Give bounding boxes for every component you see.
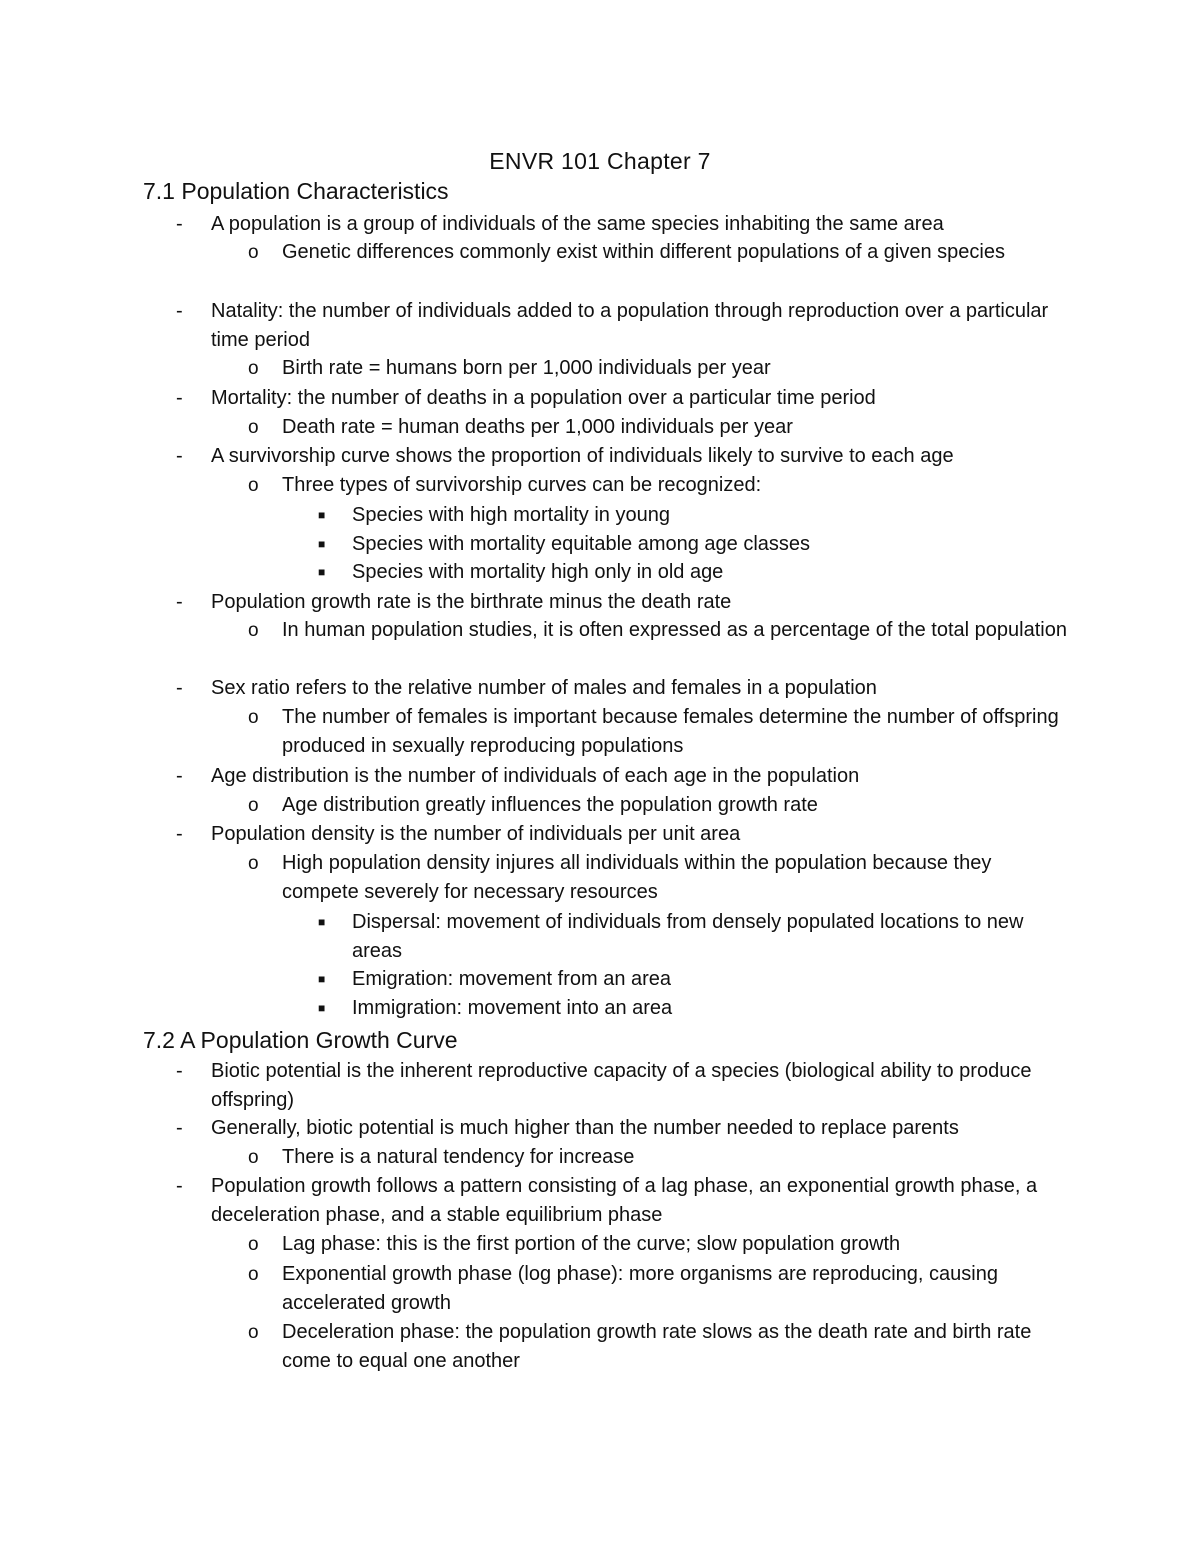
list-item: - A survivorship curve shows the proportion of individuals likely to survive to each age	[211, 442, 1071, 471]
list-item: ■ Species with high mortality in young	[352, 501, 1072, 530]
dash-marker: -	[176, 300, 183, 322]
circle-bullet-icon: o	[248, 475, 259, 496]
square-bullet-icon: ■	[318, 565, 326, 579]
circle-bullet-icon: o	[248, 707, 259, 728]
square-bullet-icon: ■	[318, 508, 326, 522]
circle-bullet-icon: o	[248, 358, 259, 379]
list-item: - Biotic potential is the inherent reproductive capacity of a species (biological ability to produce offspring)	[211, 1057, 1071, 1116]
list-item: o Exponential growth phase (log phase): more organisms are reproducing, causing accelerated growth	[282, 1260, 1072, 1319]
circle-bullet-icon: o	[248, 417, 259, 438]
dash-marker: -	[176, 765, 183, 787]
dash-marker: -	[176, 213, 183, 235]
square-bullet-icon: ■	[318, 537, 326, 551]
list-item: - Population growth follows a pattern consisting of a lag phase, an exponential growth phase, a deceleration phase, and a stable equilibrium phase	[211, 1172, 1071, 1231]
list-item: ■ Emigration: movement from an area	[352, 965, 1072, 994]
circle-bullet-icon: o	[248, 1322, 259, 1343]
circle-bullet-icon: o	[248, 1264, 259, 1285]
dash-marker: -	[176, 591, 183, 613]
list-item: o There is a natural tendency for increase	[282, 1143, 1072, 1172]
list-item: o In human population studies, it is often expressed as a percentage of the total population	[282, 616, 1072, 645]
list-item: - A population is a group of individuals of the same species inhabiting the same area	[211, 210, 1071, 239]
list-item: ■ Immigration: movement into an area	[352, 994, 1072, 1023]
list-item: ■ Species with mortality high only in old age	[352, 558, 1072, 587]
dash-marker: -	[176, 1060, 183, 1082]
square-bullet-icon: ■	[318, 972, 326, 986]
square-bullet-icon: ■	[318, 1001, 326, 1015]
list-item: o Deceleration phase: the population growth rate slows as the death rate and birth rate come to equal one another	[282, 1318, 1072, 1377]
list-item: o The number of females is important because females determine the number of offspring produced in sexually reproducing populations	[282, 703, 1072, 762]
dash-marker: -	[176, 1117, 183, 1139]
dash-marker: -	[176, 387, 183, 409]
list-item: - Population density is the number of individuals per unit area	[211, 820, 1071, 849]
circle-bullet-icon: o	[248, 795, 259, 816]
section-heading: 7.2 A Population Growth Curve	[143, 1027, 458, 1053]
circle-bullet-icon: o	[248, 853, 259, 874]
circle-bullet-icon: o	[248, 620, 259, 641]
list-item: ■ Dispersal: movement of individuals from densely populated locations to new areas	[352, 908, 1072, 967]
circle-bullet-icon: o	[248, 1234, 259, 1255]
list-item: - Generally, biotic potential is much higher than the number needed to replace parents	[211, 1114, 1071, 1143]
document-title: ENVR 101 Chapter 7	[489, 148, 711, 174]
list-item: o Three types of survivorship curves can be recognized:	[282, 471, 1072, 500]
list-item: - Sex ratio refers to the relative number of males and females in a population	[211, 674, 1071, 703]
list-item: o Birth rate = humans born per 1,000 individuals per year	[282, 354, 1072, 383]
list-item: - Natality: the number of individuals added to a population through reproduction over a particular time period	[211, 297, 1071, 356]
section-heading: 7.1 Population Characteristics	[143, 178, 449, 204]
square-bullet-icon: ■	[318, 915, 326, 929]
list-item: o High population density injures all individuals within the population because they compete severely for necessary resources	[282, 849, 1072, 908]
list-item: o Death rate = human deaths per 1,000 individuals per year	[282, 413, 1072, 442]
dash-marker: -	[176, 445, 183, 467]
list-item: o Lag phase: this is the first portion of the curve; slow population growth	[282, 1230, 1072, 1259]
circle-bullet-icon: o	[248, 1147, 259, 1168]
list-item: ■ Species with mortality equitable among age classes	[352, 530, 1072, 559]
list-item: o Genetic differences commonly exist within different populations of a given species	[282, 238, 1072, 267]
dash-marker: -	[176, 823, 183, 845]
dash-marker: -	[176, 1175, 183, 1197]
list-item: - Age distribution is the number of individuals of each age in the population	[211, 762, 1071, 791]
circle-bullet-icon: o	[248, 242, 259, 263]
dash-marker: -	[176, 677, 183, 699]
list-item: - Population growth rate is the birthrate minus the death rate	[211, 588, 1071, 617]
list-item: - Mortality: the number of deaths in a population over a particular time period	[211, 384, 1071, 413]
list-item: o Age distribution greatly influences the population growth rate	[282, 791, 1072, 820]
